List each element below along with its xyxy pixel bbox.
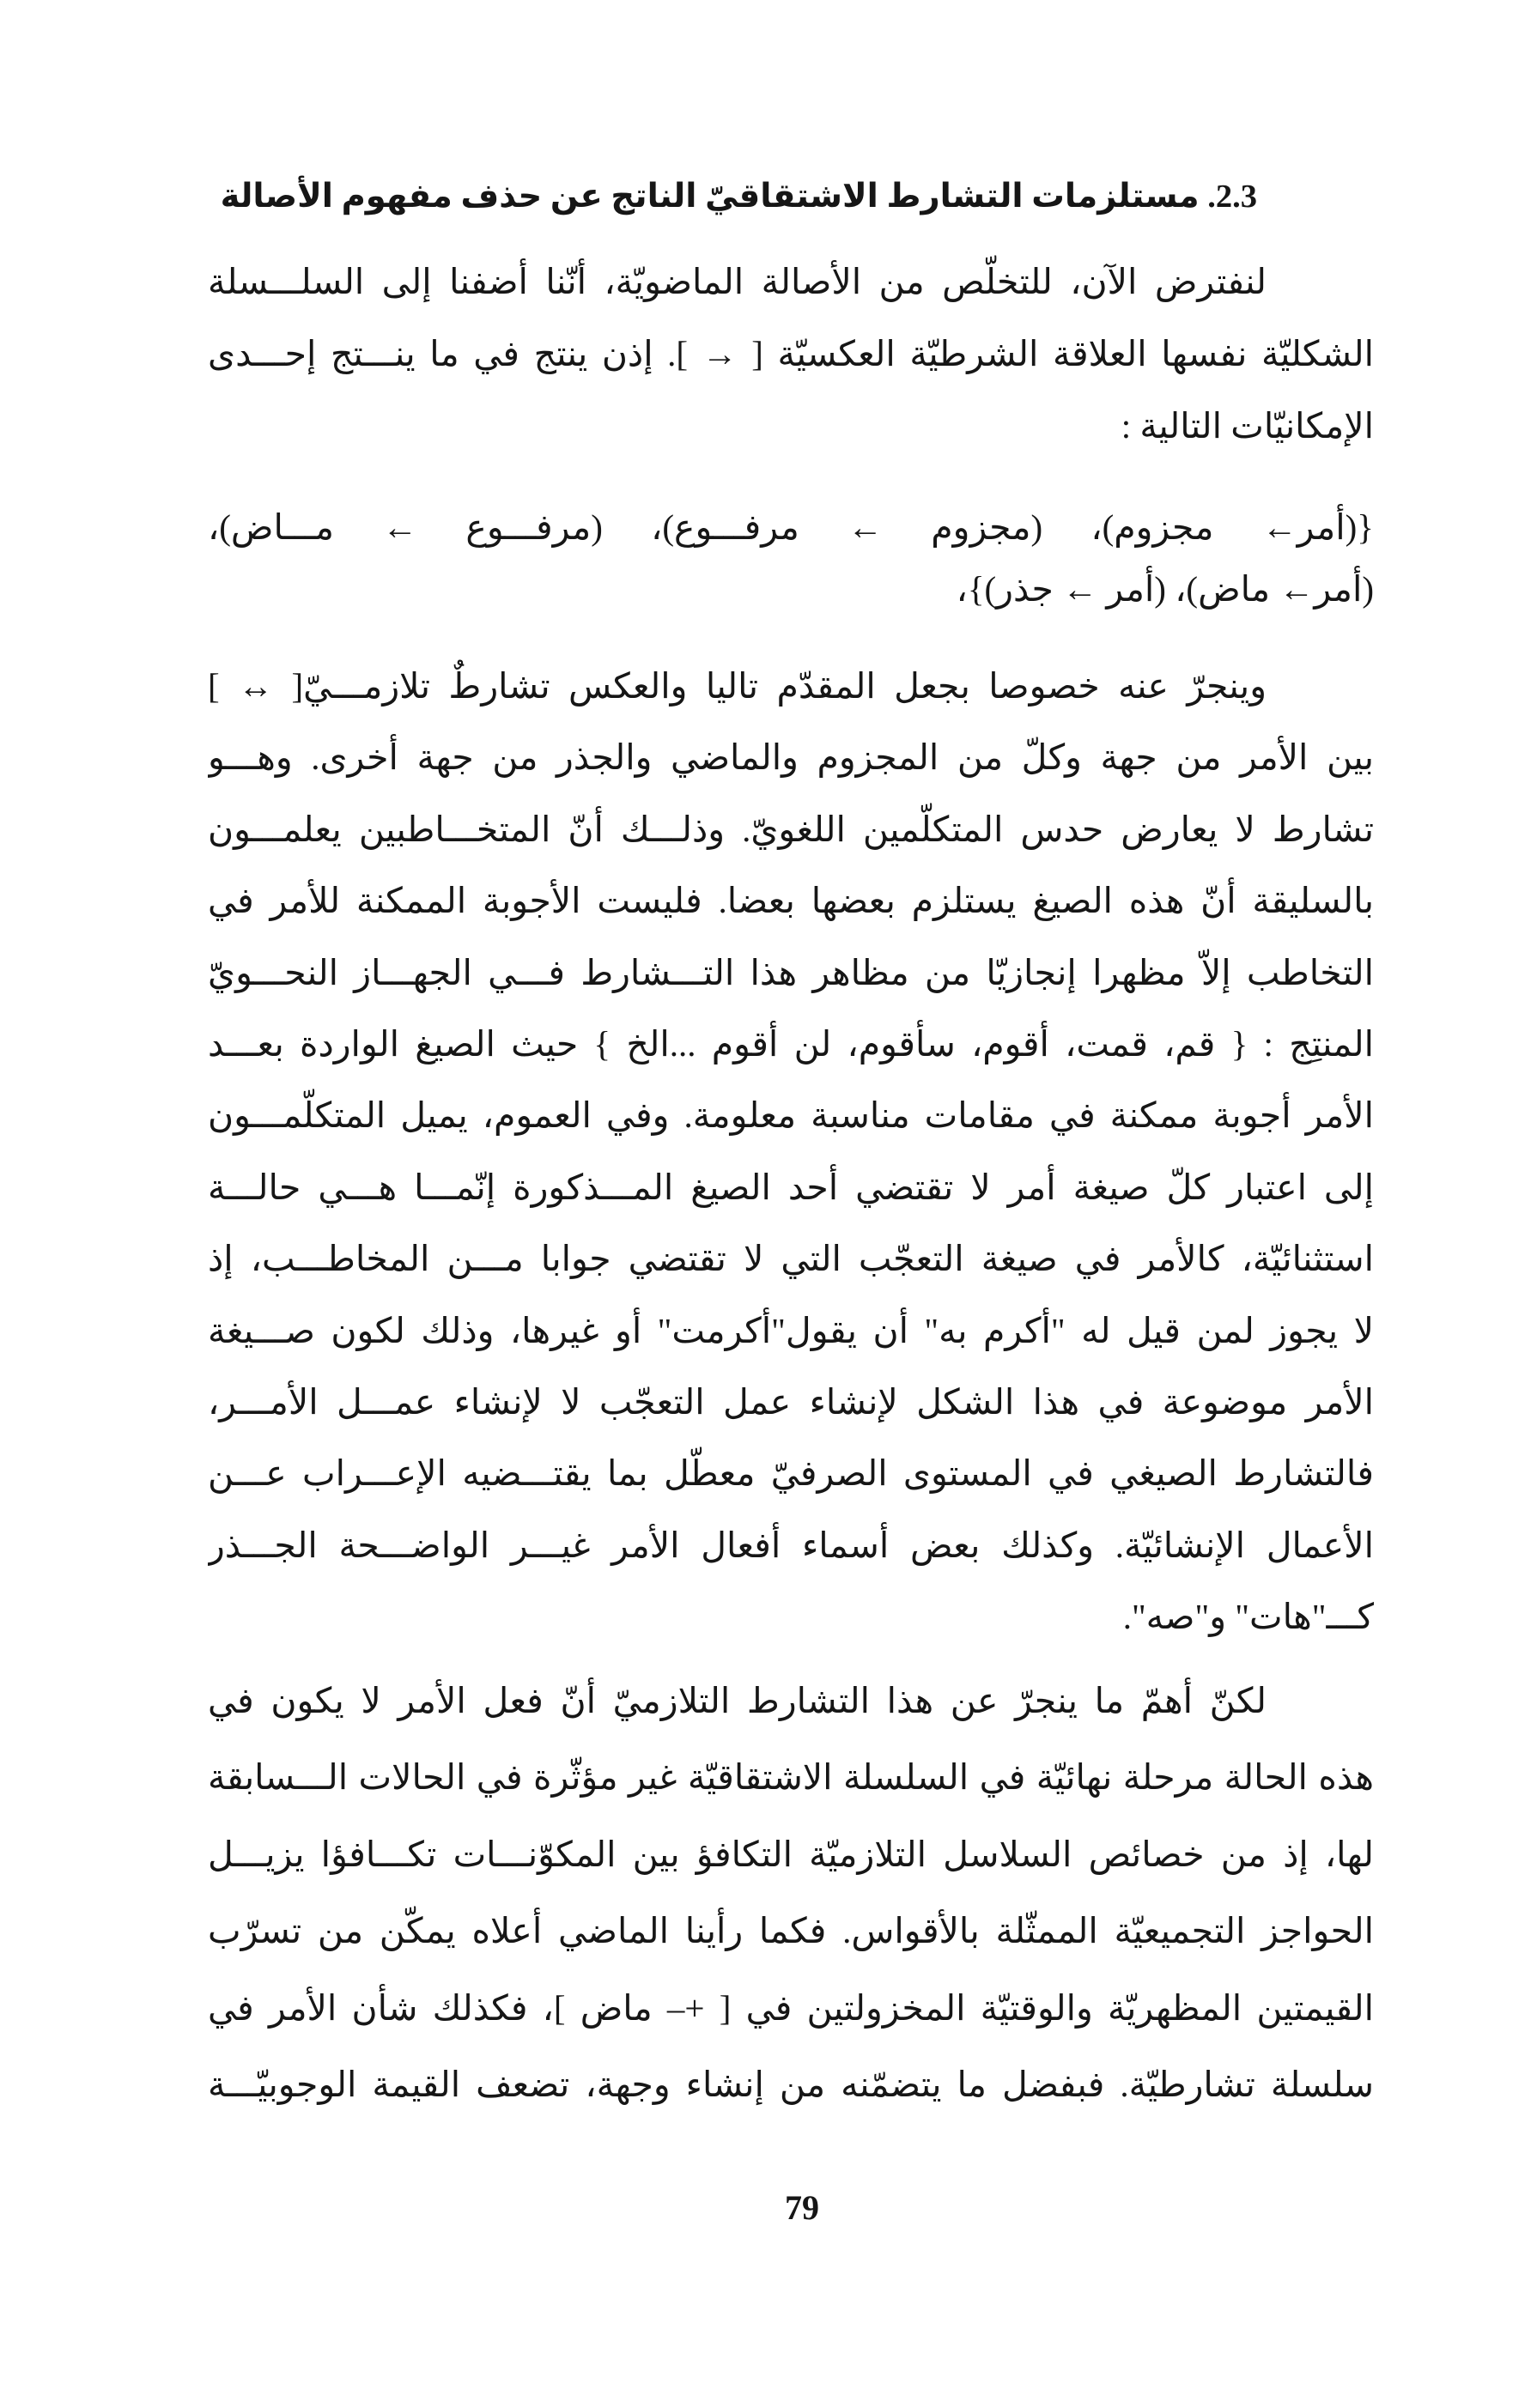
text-line: تشارط لا يعارض حدس المتكلّمين اللغويّ. وذلـــك أنّ المتخـــاطبين يعلمـــون (208, 809, 1374, 849)
text-line: بين الأمر من جهة وكلّ من المجزوم والماضي والجذر من جهة أخرى. وهـــو (208, 737, 1374, 778)
text-line: بالسليقة أنّ هذه الصيغ يستلزم بعضها بعضا. فليست الأجوبة الممكنة للأمر في (208, 881, 1374, 921)
text-line: لنفترض الآن، للتخلّص من الأصالة الماضويّة، أنّنا أضفنا إلى السلـــسلة (208, 262, 1267, 301)
text-line: لكنّ أهمّ ما ينجرّ عن هذا التشارط التلازميّ أنّ فعل الأمر لا يكون في (208, 1680, 1267, 1720)
text-line: الحواجز التجميعيّة الممثّلة بالأقواس. فكما رأينا الماضي أعلاه يمكّن من تسرّب (208, 1911, 1374, 1951)
text-line: الأمر موضوعة في هذا الشكل لإنشاء عمل التعجّب لا لإنشاء عمـــل الأمـــر، (208, 1382, 1374, 1422)
text-line: القيمتين المظهريّة والوقتيّة المخزولتين في [ +– ماض ]، فكذلك شأن الأمر في (208, 1987, 1374, 2028)
text-line: المنتِج : { قم، قمت، أقوم، سأقوم، لن أقوم ...الخ } حيث الصيغ الواردة بعـــد (208, 1024, 1374, 1064)
implication-list (208, 496, 1374, 620)
text-line: الشكليّة نفسها العلاقة الشرطيّة العكسيّة [ → ]. إذن ينتج في ما ينـــتج إحـــدى (208, 334, 1374, 373)
text-line: (أمر← ماض)، (أمر ← جذر)}، (956, 569, 1374, 609)
paragraph-2 (208, 651, 1374, 1653)
text-line: لها، إذ من خصائص السلاسل التلازميّة التكافؤ بين المكوّنـــات تكـــافؤا يزيـــل (208, 1834, 1374, 1874)
text-line: الأمر أجوبة ممكنة في مقامات مناسبة معلومة. وفي العموم، يميل المتكلّمـــون (208, 1095, 1374, 1136)
text-line: {(أمر← مجزوم)، (مجزوم ← مرفـــوع)، (مرفـــوع ← مـــاض)، (208, 507, 1374, 547)
text-line: الإمكانيّات التالية : (1121, 406, 1374, 446)
text-line: وينجرّ عنه خصوصا بجعل المقدّم تاليا والعكس تشارطٌ تلازمـــيّ[ ↔ ] (208, 666, 1267, 706)
text-line: لا يجوز لمن قيل له "أكرم به" أن يقول"أكرمت" أو غيرها، وذلك لكون صـــيغة (208, 1310, 1374, 1350)
text-line: استثنائيّة، كالأمر في صيغة التعجّب التي لا تقتضي جوابا مـــن المخاطـــب، إذ (208, 1239, 1374, 1279)
text-line: كـــ"هات" و"صه". (1122, 1597, 1374, 1637)
text-line: سلسلة تشارطيّة. فبفضل ما يتضمّنه من إنشاء وجهة، تضعف القيمة الوجوبيّـــة (208, 2065, 1374, 2105)
section-heading: 2.3. مستلزمات التشارط الاشتقاقيّ الناتج عن حذف مفهوم الأصالة (220, 179, 1257, 215)
page-body (208, 161, 1374, 2124)
text-line: الأعمال الإنشائيّة. وكذلك بعض أسماء أفعال الأمر غيـــر الواضـــحة الجـــذر (208, 1525, 1374, 1565)
paragraph-3 (208, 1663, 1374, 2124)
paragraph-1 (208, 246, 1374, 462)
text-line: هذه الحالة مرحلة نهائيّة في السلسلة الاشتقاقيّة غير مؤثّرة في الحالات الـــسابقة (208, 1757, 1374, 1798)
text-line: فالتشارط الصيغي في المستوى الصرفيّ معطّل بما يقتـــضيه الإعـــراب عـــن (208, 1453, 1374, 1494)
text-line: التخاطب إلاّ مظهرا إنجازيّا من مظاهر هذا التـــشارط فـــي الجهـــاز النحـــويّ (208, 952, 1374, 992)
text-line: إلى اعتبار كلّ صيغة أمر لا تقتضي أحد الصيغ المـــذكورة إنّمـــا هـــي حالـــة (208, 1167, 1374, 1207)
page-number: 79 (785, 2188, 819, 2227)
